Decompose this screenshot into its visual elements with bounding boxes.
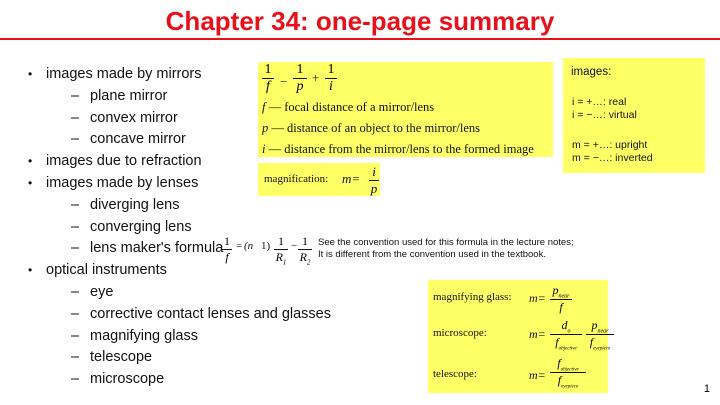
dash-marker: – [71,218,80,235]
definition-text: distance of an object to the mirror/lens [287,121,480,135]
lm-one-over-r2: $\frac{1}{R_2}$ [299,234,311,267]
lm-n: (n [244,240,254,252]
dash-marker: – [71,349,80,366]
definition-p: p — distance of an object to the mirror/lens [262,121,480,135]
outline-sub-item [28,304,331,326]
dash-marker: – [71,196,80,213]
dash-marker: – [71,87,80,104]
eq-one-over-f: $\frac{1}{f}$ [262,62,274,95]
virtual-image-rule: i = −…: virtual [572,109,637,121]
outline-text: diverging lens [90,196,180,213]
bullet-marker: • [28,263,33,278]
microscope-fraction-2: $p_{near}$ $f_{eyepiece}$ [586,318,614,352]
eq-one-over-i: $\frac{1}{i}$ [325,62,337,95]
title-underline [0,38,720,40]
telescope-fraction: $f_{objective}$ $f_{eyepiece}$ [550,356,586,390]
magnifying-glass-fraction: $p_{near}$ f [550,283,572,315]
outline-text: plane mirror [90,87,168,104]
outline-text: telescope [90,349,153,366]
lm-one-over-f: $\frac{1}{f}$ [224,234,230,264]
dash-marker: – [71,371,80,388]
inverted-image-rule: m = −…: inverted [572,152,653,164]
magnifying-glass-m: m= [529,291,546,305]
definition-i: i — distance from the mirror/lens to the formed image [262,142,534,156]
lm-equals: = [236,240,243,252]
bullet-marker: • [28,67,33,81]
dash-marker: – [71,109,80,126]
definition-f: f — focal distance of a mirror/lens [262,100,435,114]
upright-image-rule: m = +…: upright [572,139,648,151]
definition-text: distance from the mirror/lens to the formed image [284,142,534,156]
outline-text: corrective contact lenses and glasses [90,305,331,322]
lm-minus: − [291,240,298,252]
definition-text: focal distance of a mirror/lens [284,100,435,114]
images-heading: images: [571,66,612,78]
definition-symbol: i [262,142,266,156]
lens-note-line-2: It is different from the convention used in the textbook. [318,249,546,260]
outline-sub-item [28,195,331,217]
bullet-marker: • [28,175,33,190]
outline-sub-item [28,369,331,391]
outline-text: concave mirror [90,131,186,148]
eq-minus: − [280,74,288,89]
outline-text: microscope [90,371,165,388]
microscope-label: microscope: [433,327,487,339]
outline-text: magnifying glass [90,327,198,344]
dash-marker: – [71,131,80,148]
lm-one-over-r1: $\frac{1}{R_1}$ [275,234,287,267]
telescope-label: telescope: [433,368,477,380]
definition-symbol: f [262,100,266,114]
eq-one-over-p: $\frac{1}{p}$ [293,62,307,95]
outline-text: optical instruments [46,262,167,279]
outline-text: images made by mirrors [46,66,202,82]
outline-sub-item [28,282,331,304]
microscope-fraction-1: $d_o$ $f_{objective}$ [550,318,582,352]
dash-marker: – [71,305,80,322]
dash-marker: – [71,283,80,300]
magnification-fraction: $\frac{i}{p}$ [370,164,378,196]
outline-text: convex mirror [90,109,178,126]
magnification-m: m= [342,171,361,186]
magnifying-glass-label: magnifying glass: [433,291,512,303]
definition-symbol: p [262,121,269,135]
outline-text: images due to refraction [46,153,202,170]
outline-text: lens maker's formula [90,240,224,257]
dash-marker: – [71,327,80,344]
lm-one-paren: 1) [261,240,271,252]
outline-sub-item [28,326,331,348]
outline-text: converging lens [90,218,192,235]
bullet-marker: • [28,154,33,169]
outline-text: images made by lenses [46,174,199,191]
microscope-m: m= [529,327,546,341]
page-number: 1 [703,383,710,395]
eq-plus: + [312,70,320,85]
outline-sub-item [28,347,331,369]
telescope-m: m= [529,368,546,382]
magnification-label: magnification: [264,173,329,185]
slide-title: Chapter 34: one-page summary [165,6,555,36]
outline-text: eye [90,283,114,300]
dash-marker: – [71,240,80,257]
real-image-rule: i = +…: real [572,96,627,108]
lens-note-line-1: See the convention used for this formula in the lecture notes; [318,237,574,248]
